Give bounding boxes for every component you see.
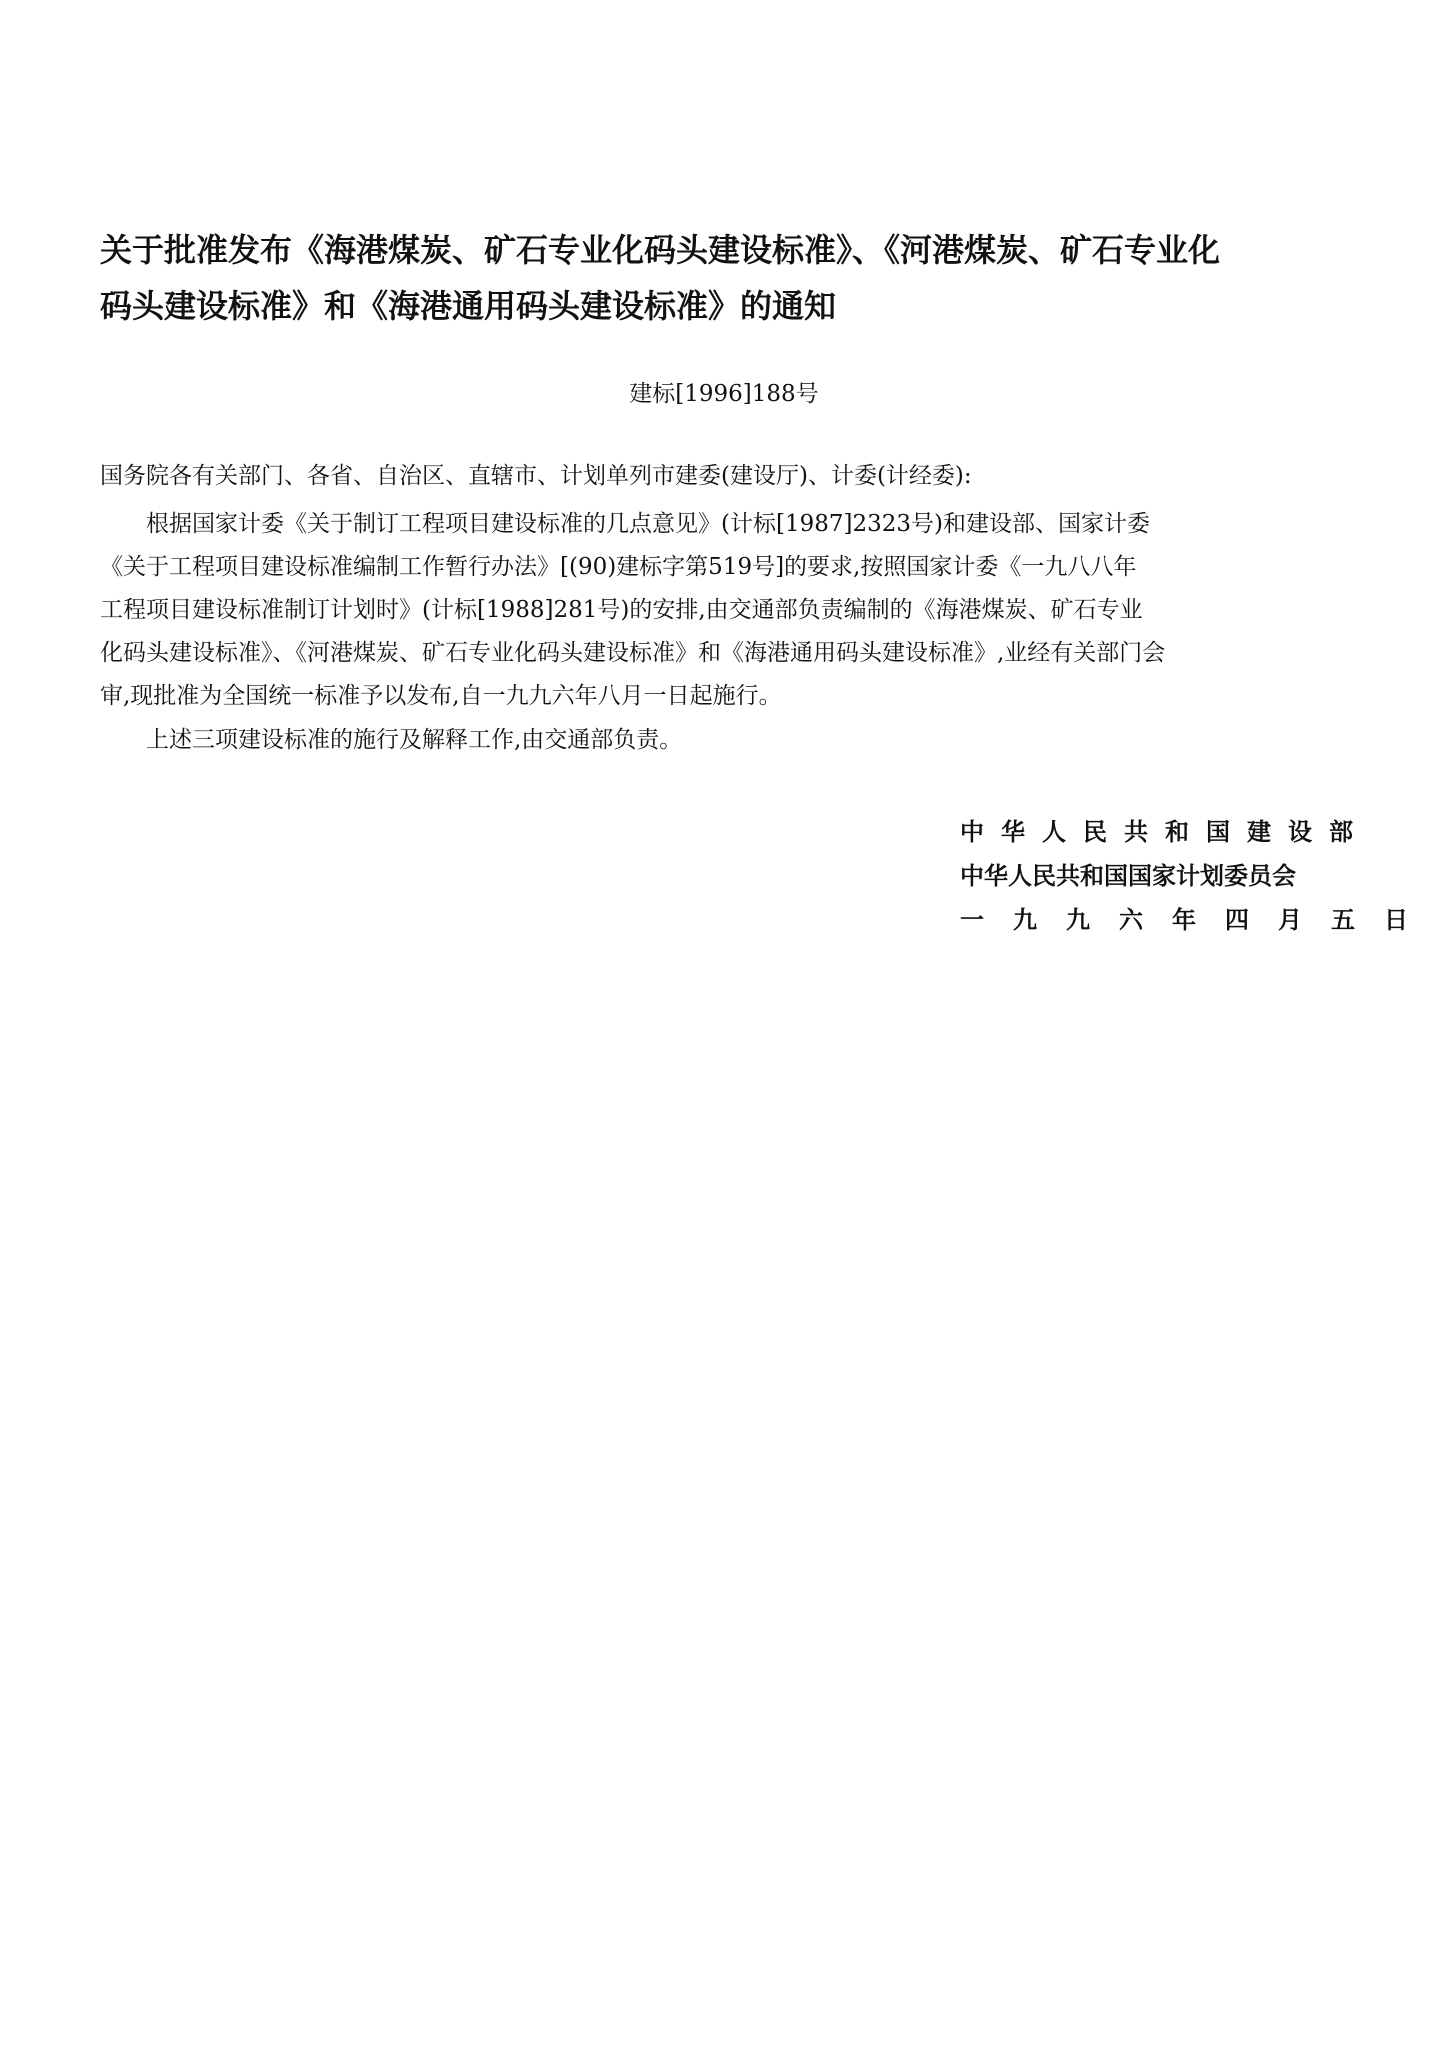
body-paragraph-1	[100, 503, 1370, 718]
document-title	[100, 222, 1370, 334]
paragraph-1-line-1: 根据国家计委《关于制订工程项目建设标准的几点意见》(计标[1987]2323号)和建设部、国家计委	[100, 511, 1150, 537]
paragraph-1-line-3: 工程项目建设标准制订计划时》(计标[1988]281号)的安排,由交通部负责编制的《海港煤炭、矿石专业	[100, 597, 1143, 623]
signatory-state-planning-commission: 中华人民共和国国家计划委员会	[960, 862, 1296, 890]
document-number: 建标[1996]188号	[629, 381, 819, 407]
signature-date: 一九九六年四月五日	[960, 906, 1437, 934]
paragraph-1-line-2: 《关于工程项目建设标准编制工作暂行办法》[(90)建标字第519号]的要求,按照国家计委《一九八八年	[100, 554, 1137, 580]
title-line-1: 关于批准发布《海港煤炭、矿石专业化码头建设标准》、《河港煤炭、矿石专业化	[100, 231, 1221, 269]
paragraph-1-line-5: 审,现批准为全国统一标准予以发布,自一九九六年八月一日起施行。	[100, 683, 782, 709]
paragraph-1-line-4: 化码头建设标准》、《河港煤炭、矿石专业化码头建设标准》和《海港通用码头建设标准》,业经有关部门会	[100, 640, 1166, 666]
signatory-ministry-of-construction: 中华人民共和国建设部	[960, 818, 1370, 846]
paragraph-2-line-1: 上述三项建设标准的施行及解释工作,由交通部负责。	[100, 727, 683, 753]
title-line-2: 码头建设标准》和《海港通用码头建设标准》的通知	[100, 287, 837, 325]
salutation: 国务院各有关部门、各省、自治区、直辖市、计划单列市建委(建设厅)、计委(计经委):	[100, 463, 972, 489]
body-paragraph-2	[100, 719, 1370, 762]
signature-block	[960, 810, 1437, 942]
